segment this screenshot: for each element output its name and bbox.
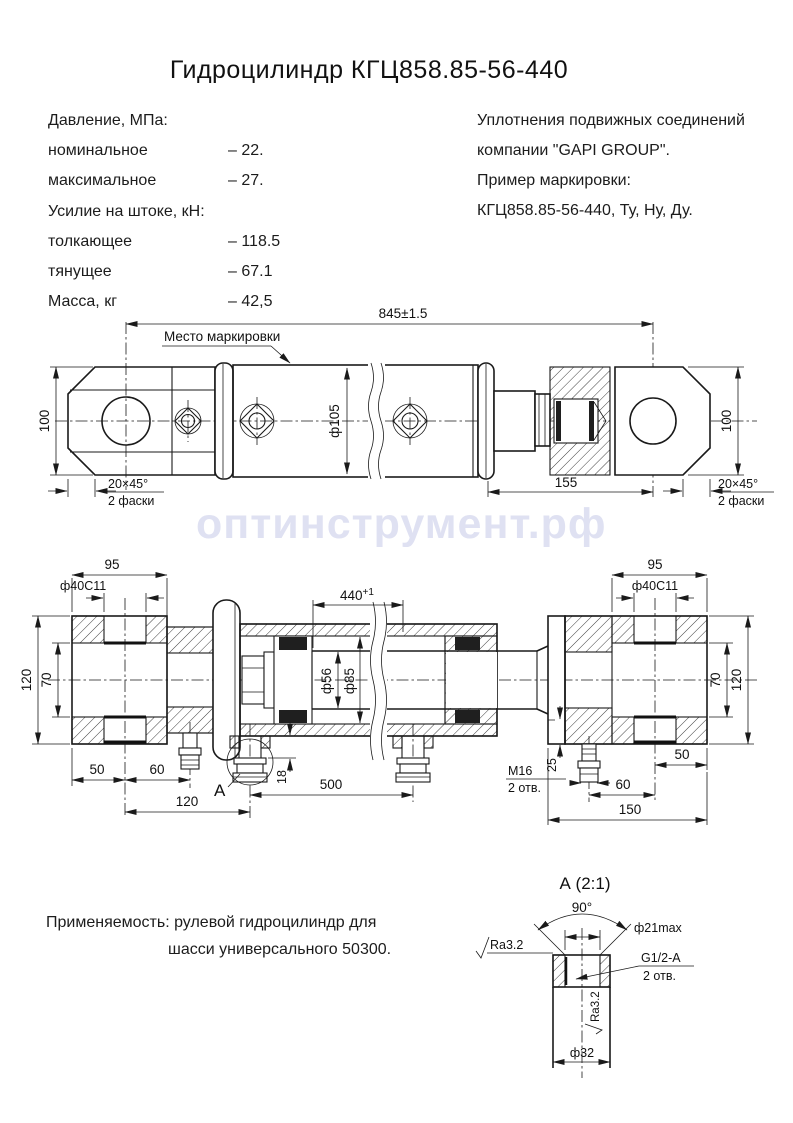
dim-right-60: 60 [615, 777, 631, 792]
dim-chamfer-right: 20×45° [718, 477, 759, 491]
side-view-drawing [37, 306, 774, 508]
dim-hole-dia: ф21max [634, 921, 682, 935]
piston-assembly [242, 636, 312, 724]
piston-rod [494, 391, 535, 451]
spec-value: – 118.5 [228, 232, 281, 250]
detail-a-view [476, 874, 694, 1078]
section-view-drawing [19, 557, 757, 825]
dim-60: 60 [149, 762, 165, 777]
gland-section [445, 636, 497, 724]
dim-barrel-dia: ф105 [327, 404, 342, 438]
roughness-icon [585, 991, 602, 1034]
spec-value: – 27. [228, 172, 264, 190]
marking-note: Место маркировки [164, 329, 281, 344]
note-line: Уплотнения подвижных соединений [477, 112, 745, 129]
spec-label: Масса, кг [48, 293, 118, 311]
dim-18: 18 [275, 770, 289, 784]
dim-left-bore: ф40С11 [60, 579, 107, 593]
dim-height-right: 100 [719, 409, 734, 433]
dim-thread-note: 2 отв. [508, 781, 541, 795]
detail-a-title: А (2:1) [559, 874, 611, 893]
dim-right-bore: ф40С11 [631, 579, 679, 593]
watermark: оптинструмент.рф [196, 500, 607, 548]
detail-a-label: А [214, 781, 226, 800]
m16-bolt [578, 744, 600, 782]
dim-rod-end: 155 [554, 475, 578, 490]
spec-value: – 67.1 [228, 263, 273, 281]
dim-right-inner: 70 [708, 672, 723, 688]
note-line: Пример маркировки: [477, 172, 631, 189]
dim-right-50: 50 [674, 747, 690, 762]
spec-label: номинальное [48, 142, 148, 160]
page-title: Гидроцилиндр КГЦ858.85-56-440 [169, 56, 569, 84]
spec-value: – 42,5 [228, 293, 273, 311]
port-a-fitting [227, 736, 273, 785]
dim-chamfer-left-note: 2 фаски [108, 494, 155, 508]
dim-port-thread-note: 2 отв. [643, 969, 676, 983]
dim-left-width: 95 [104, 557, 120, 572]
roughness-label: Ra3.2 [590, 991, 602, 1022]
dim-50: 50 [89, 762, 105, 777]
dim-stroke: $440^{+1}$ [340, 587, 374, 603]
note-line: КГЦ858.85-56-440, Ту, Ну, Ду. [477, 202, 693, 219]
dim-port-thread: G1/2-А [641, 951, 681, 965]
spec-label: максимальное [48, 172, 157, 190]
spec-value: – 22. [228, 142, 264, 160]
dim-left-inner: 70 [39, 672, 54, 688]
spec-group-header: Давление, МПа: [48, 112, 168, 129]
dim-overall-length: 845±1.5 [378, 306, 428, 321]
spec-group-header: Усилие на штоке, кН: [48, 202, 205, 220]
port-fitting [393, 736, 433, 782]
grease-bolt [179, 733, 201, 769]
dim-right-width: 95 [647, 557, 663, 572]
dim-bore-dia: ф85 [342, 667, 357, 695]
dim-rod-dia: ф56 [319, 667, 334, 695]
dim-150: 150 [618, 802, 642, 817]
spec-label: тянущее [48, 263, 112, 281]
dim-500: 500 [319, 777, 343, 792]
dim-left-outer: 120 [19, 668, 34, 692]
roughness-icon-label: Ra3.2 [490, 938, 524, 952]
dim-angle: 90° [571, 900, 593, 915]
application-note: шасси универсального 50300. [168, 941, 392, 958]
dim-right-outer: 120 [729, 668, 744, 692]
application-note: Применяемость: рулевой гидроцилиндр для [46, 914, 377, 931]
dim-thread: M16 [508, 764, 533, 778]
spec-label: толкающее [48, 232, 133, 250]
dim-chamfer-left: 20×45° [108, 477, 149, 491]
dim-chamfer-right-note: 2 фаски [718, 494, 765, 508]
dim-height-left: 100 [37, 409, 52, 433]
dim-120: 120 [175, 794, 199, 809]
note-line: компании "GAPI GROUP". [477, 142, 670, 159]
dim-outer-dia: ф32 [569, 1046, 595, 1060]
dim-25: 25 [545, 758, 559, 772]
